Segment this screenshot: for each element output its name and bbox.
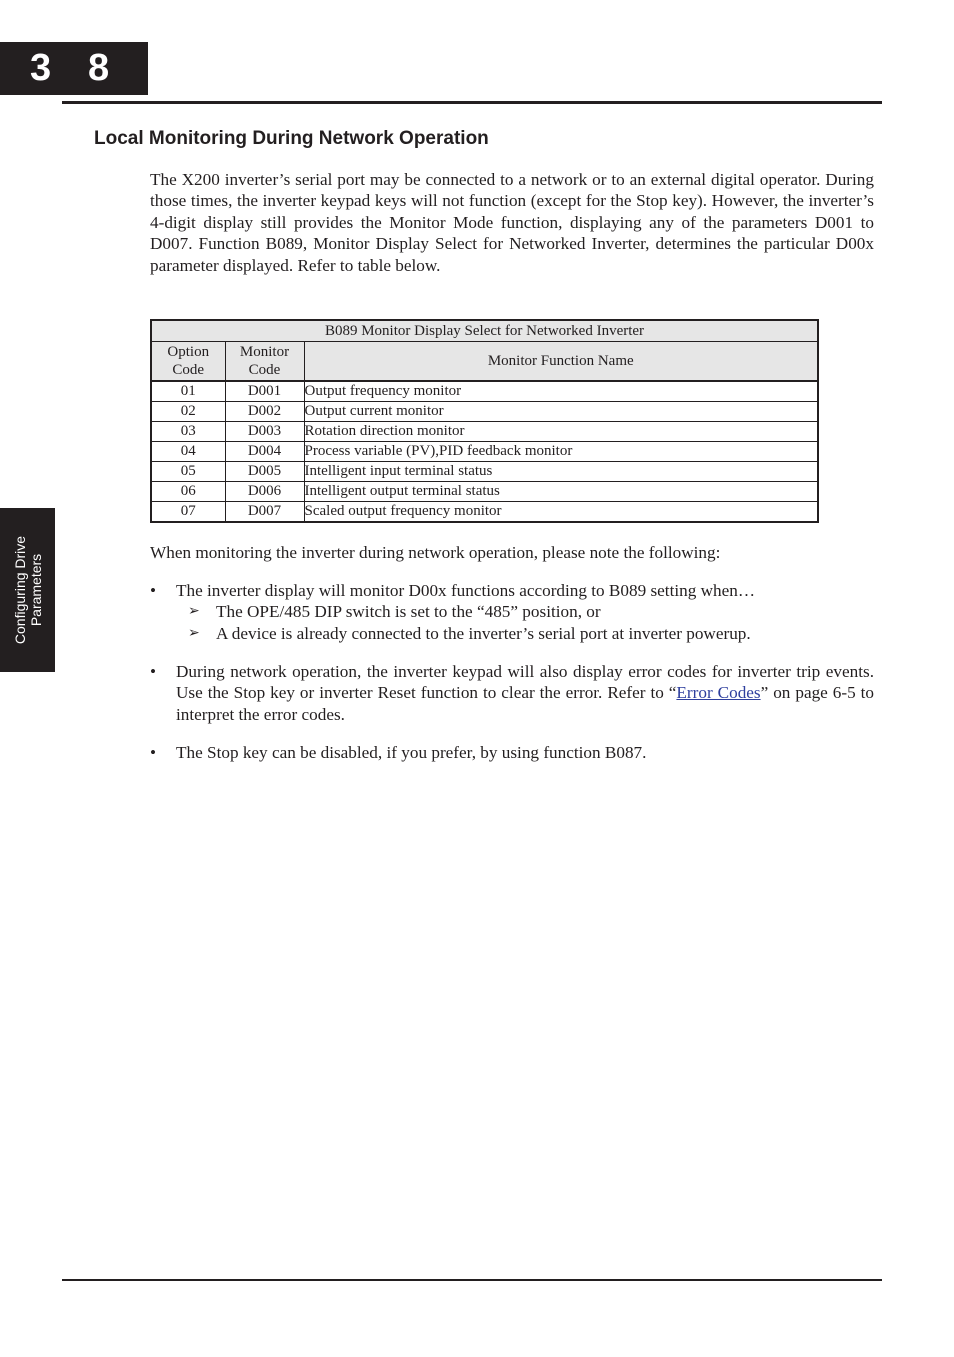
monitor-code-cell: D003 xyxy=(225,422,304,442)
error-codes-link[interactable]: Error Codes xyxy=(676,683,761,703)
chapter-number: 3 xyxy=(30,47,52,89)
bullet-item-error-codes xyxy=(150,661,874,725)
function-name-cell: Output frequency monitor xyxy=(304,381,818,402)
monitor-display-table xyxy=(150,319,819,523)
bullet-text-part: ” on page 6-5 to interpret the error codes. xyxy=(176,683,874,724)
bullet-icon: • xyxy=(150,743,157,762)
function-name-cell: Process variable (PV),PID feedback monitor xyxy=(304,442,818,462)
sub-item-dip-switch xyxy=(188,601,874,622)
side-tab-line-2: Parameters xyxy=(27,553,44,627)
table-row xyxy=(151,422,818,442)
side-tab-line-1: Configuring Drive xyxy=(11,535,28,645)
bullet-text xyxy=(176,661,874,725)
monitor-code-cell: D007 xyxy=(225,502,304,523)
function-name-cell: Output current monitor xyxy=(304,402,818,422)
option-code-cell: 03 xyxy=(151,422,225,442)
page-number: 8 xyxy=(88,47,110,89)
table-row xyxy=(151,502,818,523)
note-paragraph: When monitoring the inverter during network operation, please note the following: xyxy=(150,543,721,562)
bullet-text-part: During network operation, the inverter keypad will also display error codes for inverter trip events. Use the Stop key or inverter Reset function to clear the error. Refer to “ xyxy=(176,662,874,703)
table-title: B089 Monitor Display Select for Networked Inverter xyxy=(151,320,818,342)
bullet-item-stop-key xyxy=(150,742,874,763)
monitor-code-cell: D002 xyxy=(225,402,304,422)
table-row xyxy=(151,462,818,482)
side-tab-label xyxy=(12,536,44,644)
option-code-cell: 02 xyxy=(151,402,225,422)
function-name-cell: Rotation direction monitor xyxy=(304,422,818,442)
monitor-code-cell: D004 xyxy=(225,442,304,462)
function-name-cell: Intelligent output terminal status xyxy=(304,482,818,502)
monitor-code-cell: D005 xyxy=(225,462,304,482)
section-title: Local Monitoring During Network Operation xyxy=(94,128,489,149)
option-code-cell: 06 xyxy=(151,482,225,502)
intro-paragraph: The X200 inverter’s serial port may be connected to a network or to an external digital operator. During those times, the inverter keypad keys will not function (except for the Stop key). However, the inverter’s 4-digit display still provides the Monitor Mode function, displaying any of the parameters D001 to D007. Function B089, Monitor Display Select for Networked Inverter, determines the particular D00x parameter displayed. Refer to table below. xyxy=(150,170,874,275)
header-option-line-1: Option xyxy=(167,344,210,360)
table-row xyxy=(151,381,818,402)
header-option-line-2: Code xyxy=(172,362,205,378)
header-rule xyxy=(62,101,882,104)
monitor-code-cell: D001 xyxy=(225,381,304,402)
table-row xyxy=(151,442,818,462)
bullet-text: The inverter display will monitor D00x functions according to B089 setting when… xyxy=(176,581,756,600)
option-code-cell: 07 xyxy=(151,502,225,523)
chapter-side-tab xyxy=(0,508,55,672)
bullet-item-display xyxy=(150,580,874,644)
header-monitor-code xyxy=(225,342,304,382)
sub-item-text: A device is already connected to the inverter’s serial port at inverter powerup. xyxy=(216,623,751,643)
bullet-icon: • xyxy=(150,581,157,600)
monitor-code-cell: D006 xyxy=(225,482,304,502)
arrow-bullet-icon: ➢ xyxy=(188,625,200,641)
sub-item-device-connected xyxy=(188,623,874,644)
function-name-cell: Scaled output frequency monitor xyxy=(304,502,818,523)
header-monitor-line-2: Code xyxy=(248,362,281,378)
bullet-icon: • xyxy=(150,662,157,681)
header-function-name: Monitor Function Name xyxy=(304,342,818,382)
footer-rule xyxy=(62,1279,882,1281)
option-code-cell: 05 xyxy=(151,462,225,482)
arrow-bullet-icon: ➢ xyxy=(188,604,200,620)
table-row xyxy=(151,402,818,422)
option-code-cell: 01 xyxy=(151,381,225,402)
table-row xyxy=(151,482,818,502)
option-code-cell: 04 xyxy=(151,442,225,462)
bullet-text: The Stop key can be disabled, if you prefer, by using function B087. xyxy=(176,743,647,762)
function-name-cell: Intelligent input terminal status xyxy=(304,462,818,482)
sub-item-text: The OPE/485 DIP switch is set to the “485” position, or xyxy=(216,602,601,622)
header-monitor-line-1: Monitor xyxy=(239,344,290,360)
header-option-code xyxy=(151,342,225,382)
page-number-tab xyxy=(0,42,148,95)
